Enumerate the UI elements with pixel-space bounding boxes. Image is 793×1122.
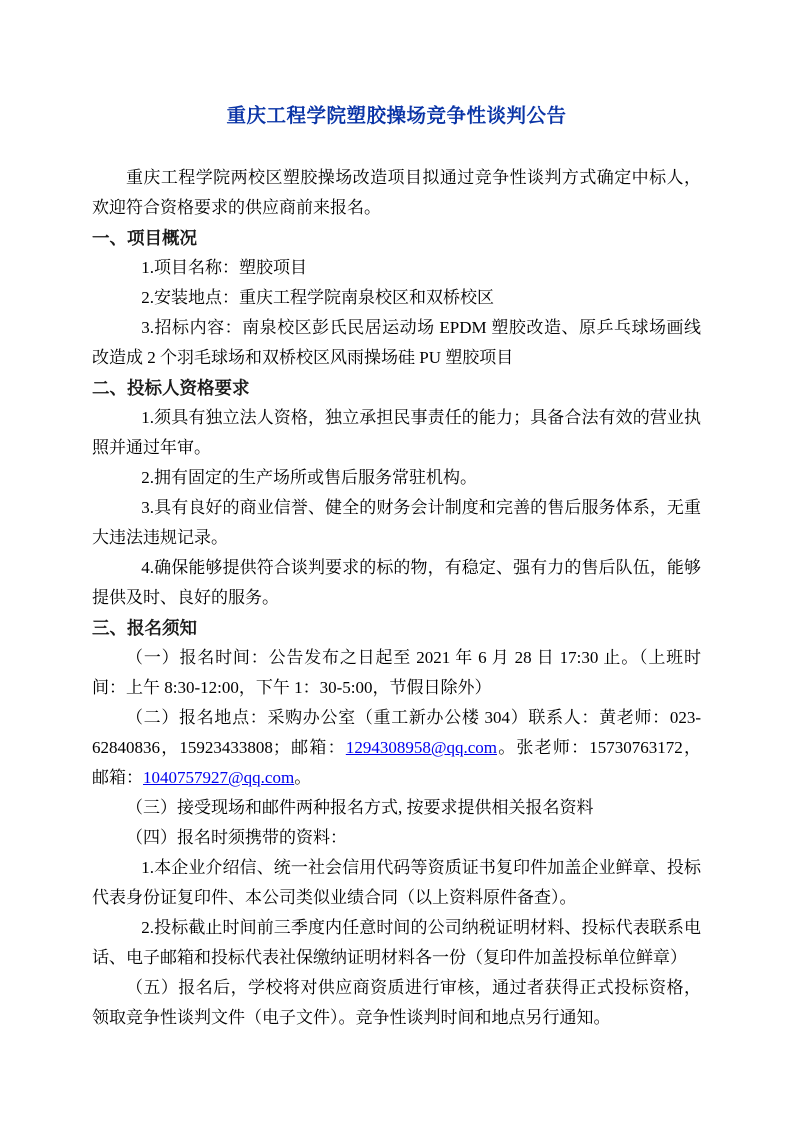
section-3-heading: 三、报名须知 — [92, 618, 197, 638]
section1-item-2: 2.安装地点：重庆工程学院南泉校区和双桥校区 — [141, 288, 495, 307]
sentence-end-text: 。 — [294, 768, 312, 787]
section1-item-3: 3.招标内容：南泉校区彭氏民居运动场 EPDM 塑胶改造、原乒乓球场画线改造成 2 个羽毛球场和双桥校区风雨操场硅 PU 塑胶项目 — [92, 318, 701, 367]
section2-item-1: 1.须具有独立法人资格，独立承担民事责任的能力；具备合法有效的营业执照并通过年审。 — [92, 408, 701, 457]
intro-paragraph: 重庆工程学院两校区塑胶操场改造项目拟通过竞争性谈判方式确定中标人，欢迎符合资格要求的供应商前来报名。 — [92, 168, 701, 217]
email-link-zhang[interactable]: 1040757927@qq.com — [143, 768, 295, 787]
document-title: 重庆工程学院塑胶操场竞争性谈判公告 — [226, 105, 567, 127]
section3-item-2 — [92, 703, 701, 793]
contact-zhang-text: 。张老师：15730763172，邮箱： — [92, 738, 702, 787]
section2-item-3: 3.具有良好的商业信誉、健全的财务会计制度和完善的售后服务体系，无重大违法违规记录。 — [92, 498, 701, 547]
section-2-heading: 二、投标人资格要求 — [92, 378, 250, 398]
section3-item-5: （五）报名后，学校将对供应商资质进行审核，通过者获得正式投标资格，领取竞争性谈判文件（电子文件）。竞争性谈判时间和地点另行通知。 — [92, 978, 701, 1027]
section1-item-1: 1.项目名称：塑胶项目 — [141, 258, 308, 277]
section2-item-2: 2.拥有固定的生产场所或售后服务常驻机构。 — [141, 468, 478, 487]
section3-item-4: （四）报名时须携带的资料： — [126, 828, 347, 847]
section3-item-4-sub-1: 1.本企业介绍信、统一社会信用代码等资质证书复印件加盖企业鲜章、投标代表身份证复印件、本公司类似业绩合同（以上资料原件备查）。 — [92, 858, 701, 907]
section3-item-3: （三）接受现场和邮件两种报名方式, 按要求提供相关报名资料 — [126, 798, 594, 817]
email-link-huang[interactable]: 1294308958@qq.com — [345, 738, 497, 757]
section3-item-1: （一）报名时间：公告发布之日起至 2021 年 6 月 28 日 17:30 止。（上班时间：上午 8:30-12:00，下午 1：30-5:00，节假日除外） — [92, 648, 701, 697]
section2-item-4: 4.确保能够提供符合谈判要求的标的物，有稳定、强有力的售后队伍，能够提供及时、良好的服务。 — [92, 558, 701, 607]
section3-item-4-sub-2: 2.投标截止时间前三季度内任意时间的公司纳税证明材料、投标代表联系电话、电子邮箱和投标代表社保缴纳证明材料各一份（复印件加盖投标单位鲜章） — [92, 918, 701, 967]
section-1-heading: 一、项目概况 — [92, 228, 197, 248]
registration-address-text: （二）报名地点：采购办公室（重工新办公楼 304）联系人：黄老师：023-62840836，15923433808；邮箱： — [92, 708, 701, 757]
